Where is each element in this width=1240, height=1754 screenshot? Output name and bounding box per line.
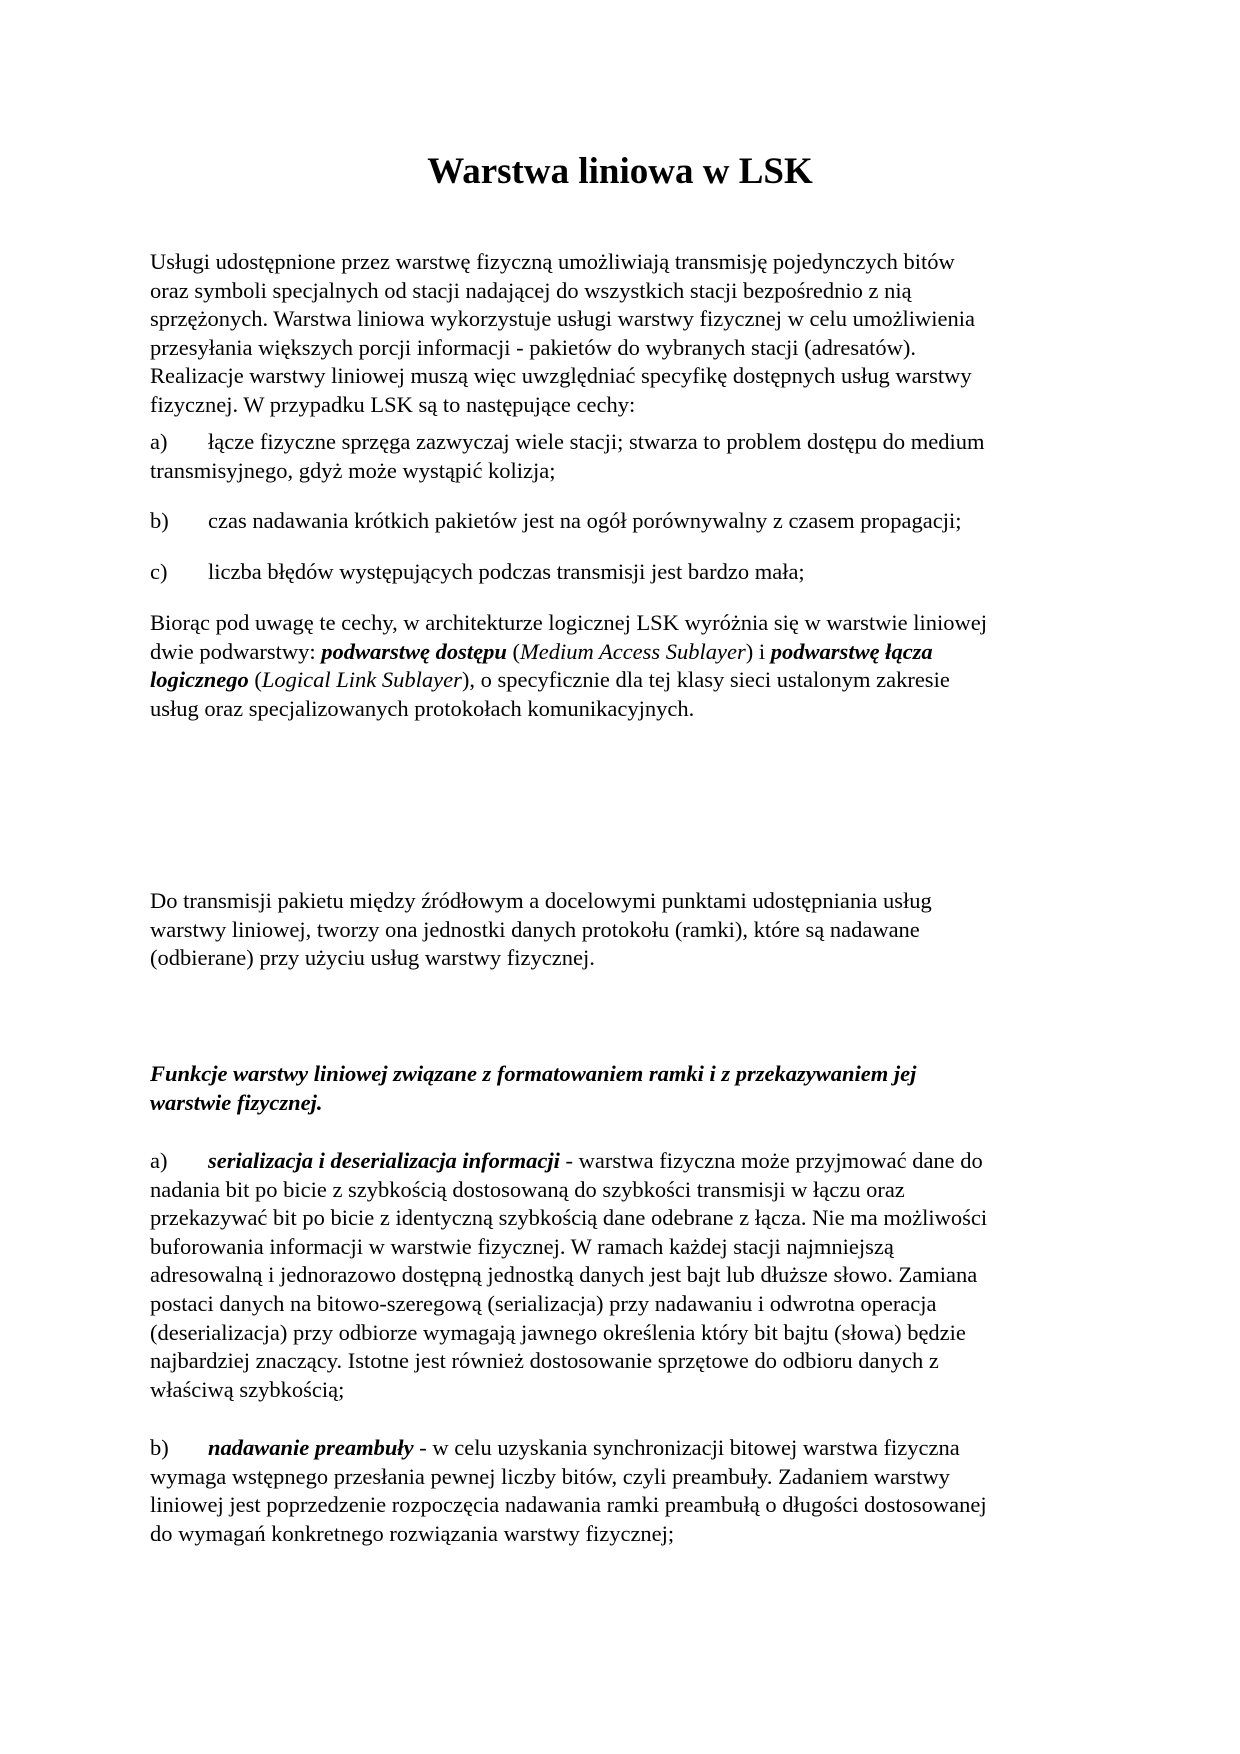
feature-text: liczba błędów występujących podczas transmisji jest bardzo mała; [208,559,805,584]
feature-text: czas nadawania krótkich pakietów jest na ogół porównywalny z czasem propagacji; [208,508,962,533]
list-marker: b) [150,508,169,533]
function-item-serialization: a) serializacja i deserializacja informacji - warstwa fizyczna może przyjmować dane do nadania bit po bicie z szybkością dostosowaną do szybkości transmisji w łączu oraz przekazywać bit po bicie z identyczną szybkością dane odebrane z łącza. Nie ma możliwości buforowania informacji w warstwie fizycznej. W ramach każdej stacji najmniejszą adresowalną i jednorazowo dostępną jednostką danych jest bajt lub dłuższe słowo. Zamiana postaci danych na bitowo-szeregową (serializacja) przy nadawaniu i odwrotna operacja (deserializacja) przy odbiorze wymagają jawnego określenia który bit bajtu (słowa) będzie najbardziej znaczący. Istotne jest również dostosowanie sprzętowe do odbioru danych z właściwą szybkością; [150,1148,988,1402]
intro-line: Realizacje warstwy liniowej muszą więc uwzględniać specyfikę dostępnych usług warstwy [150,363,972,389]
function-term: serializacja i deserializacja informacji [208,1148,560,1173]
paragraph-line: (odbierane) przy użyciu usług warstwy fizycznej. [150,945,595,971]
intro-line: oraz symboli specjalnych od stacji nadającej do wszystkich stacji bezpośrednio z nią [150,277,912,303]
functions-heading: Funkcje warstwy liniowej związane z formatowaniem ramki i z przekazywaniem jej warstwie fizycznej. [150,1061,917,1115]
paragraph-line: usług oraz specjalizowanych protokołach komunikacyjnych. [150,695,695,721]
page-title: Warstwa liniowa w LSK [427,151,813,192]
mac-term: podwarstwę dostępu [321,638,507,664]
list-marker: c) [150,559,168,584]
sublayers-paragraph: Biorąc pod uwagę te cechy, w architekturze logicznej LSK wyróżnia się w warstwie liniowej dwie podwarstwy: podwarstwę dostępu (Medium Access Sublayer) i podwarstwę łącza logicznego (Logical Link Sublayer), o specyficznie dla tej klasy sieci ustalonym zakresie usług oraz specjalizowanych protokołach komunikacyjnych. [150,609,1090,723]
feature-item-a [150,428,1090,485]
paragraph-line: Biorąc pod uwagę te cechy, w architekturze logicznej LSK wyróżnia się w warstwie liniowej [150,610,987,635]
intro-line: sprzężonych. Warstwa liniowa wykorzystuje usługi warstwy fizycznej w celu umożliwienia [150,306,976,332]
list-marker: b) [150,1435,169,1460]
list-marker: a) [150,429,168,454]
transmission-paragraph [150,887,1090,973]
list-marker: a) [150,1148,168,1173]
feature-text: transmisyjnego, gdyż może wystąpić kolizja; [150,457,556,483]
llc-english-term: Logical Link Sublayer [261,667,462,693]
feature-item-c [150,558,1090,587]
intro-line: fizycznej. W przypadku LSK są to następujące cechy: [150,391,636,417]
function-item-preamble: b) nadawanie preambuły - w celu uzyskania synchronizacji bitowej warstwa fizyczna wymaga wstępnego przesłania pewnej liczby bitów, czyli preambuły. Zadaniem warstwy liniowej jest poprzedzenie rozpoczęcia nadawania ramki preambułą o długości dostosowanej do wymagań konkretnego rozwiązania warstwy fizycznej; [150,1435,987,1546]
feature-item-b [150,507,1090,536]
llc-term: podwarstwę łącza [770,638,933,664]
function-term: nadawanie preambuły [208,1435,414,1460]
intro-line: przesyłania większych porcji informacji - pakietów do wybranych stacji (adresatów). [150,334,916,360]
intro-line: Usługi udostępnione przez warstwę fizyczną umożliwiają transmisję pojedynczych bitów [150,249,955,274]
paragraph-line: warstwy liniowej, tworzy ona jednostki danych protokołu (ramki), które są nadawane [150,916,920,942]
feature-text: łącze fizyczne sprzęga zazwyczaj wiele stacji; stwarza to problem dostępu do medium [208,429,985,454]
llc-term: logicznego [150,667,249,693]
mac-english-term: Medium Access Sublayer [520,638,746,664]
intro-paragraph [150,248,1090,420]
paragraph-line: Do transmisji pakietu między źródłowym a docelowymi punktami udostępniania usług [150,888,932,913]
